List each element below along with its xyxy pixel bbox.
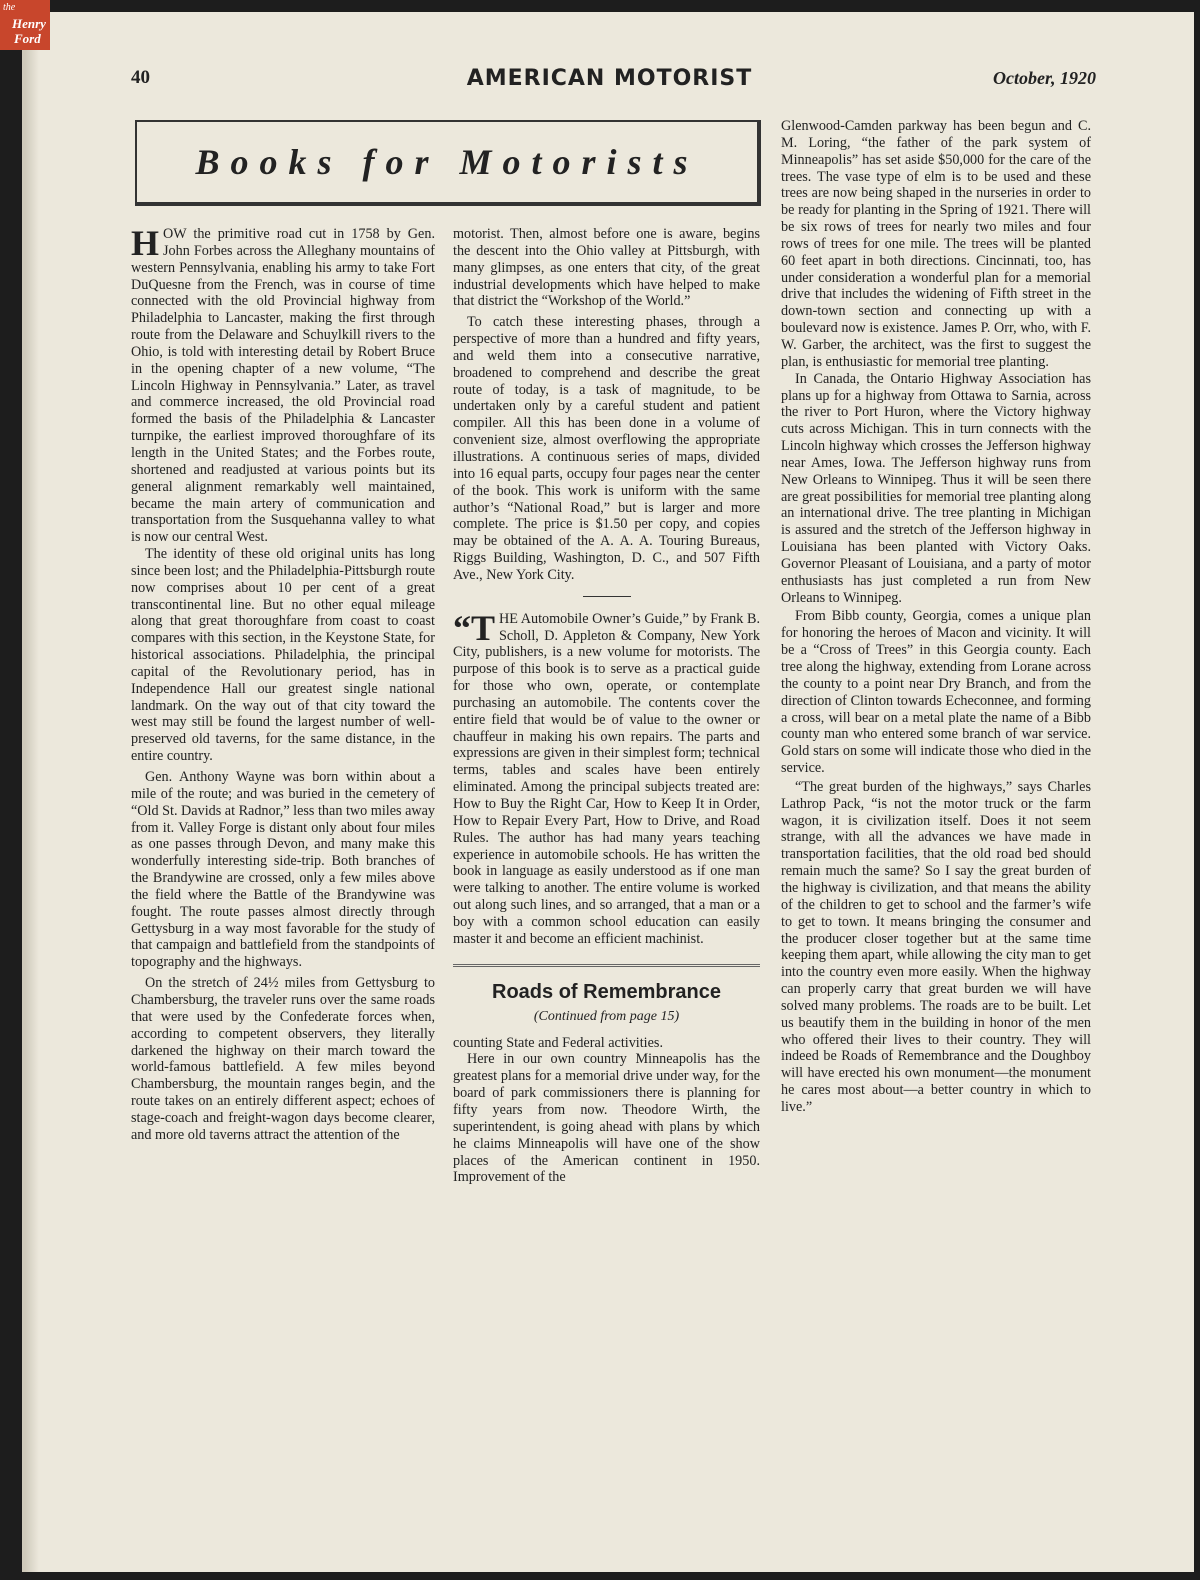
- column-1: [131, 223, 436, 1144]
- issue-date: October, 1920: [993, 68, 1096, 88]
- column-2: [453, 226, 760, 1186]
- paragraph: counting State and Federal activities.: [453, 1034, 663, 1051]
- paragraph: To catch these interesting phases, through a perspective of more than a hundred and fifty years, and weld them into a consecutive narrative, broadened to comprehend and describe the great route of today, is a task of magnitude, to be undertaken only by a careful student and patient compiler. All this has been done in a volume of convenient size, almost overflowing the appropriate illustrations. A continuous series of maps, divided into 16 equal parts, occupy four pages near the center of the book. This work is uniform with the same author’s “National Road,” but is larger and more complete. The price is $1.50 per copy, and copies may be obtained of the A. A. A. Touring Bureaus, Riggs Building, Washington, D. C., and 507 Fifth Ave., New York City.: [453, 314, 760, 583]
- article-title-box: [135, 120, 761, 206]
- paragraph: Gen. Anthony Wayne was born within about a mile of the route; and was buried in the cemetery of “Old St. Davids at Radnor,” less than two miles away from it. Valley Forge is distant only about four miles as one passes through Devon, and many make this wonderfully interesting side-trip. Both branches of the Brandywine are crossed, only a few miles above the field where the Battle of the Brandywine was fought. The route passes almost directly through Gettysburg in a way most favorable for the study of that campaign and battlefield from the standpoints of topography and the highways.: [131, 769, 436, 971]
- logo-text-ford: Ford: [14, 31, 41, 46]
- magazine-page: [22, 12, 1194, 1572]
- paragraph: Here in our own country Minneapolis has the greatest plans for a memorial drive under way, for the board of park commissioners there is planning for fifty years from now. Theodore Wirth, the superintendent, is going ahead with plans by which he claims Minneapolis will have one of the show places of the American continent in 1950. Improvement of the: [453, 1051, 760, 1186]
- double-rule: [453, 964, 760, 967]
- paragraph: From Bibb county, Georgia, comes a unique plan for honoring the heroes of Macon and vicinity. It will be a “Cross of Trees” in this Georgia county. Each tree along the highway, extending from Lorane across the county to a point near Dry Branch, and from the direction of Clinton towards Echeconnee, and forming a cross, will bear on a metal plate the name of a Bibb county man who entered some branch of war service. Gold stars on some will indicate those who died in the service.: [781, 608, 1091, 777]
- paragraph: “THE Automobile Owner’s Guide,” by Frank B. Scholl, D. Appleton & Company, New York City, publishers, is a new volume for motorists. The purpose of this book is to serve as a practical guide for those who own, operate, or contemplate purchasing an automobile. The contents cover the entire field that would be of value to the owner or chauffeur in making his own repairs. The parts and expressions are given in their simplest form; technical terms, tables and scales have been entirely eliminated. Among the principal subjects treated are: How to Buy the Right Car, How to Keep It in Order, How to Repair Every Part, How to Drive, and Road Rules. The author has had many years teaching experience in automobile schools. He has written the book in language as easily understood as if one man were talking to another. The entire volume is worked out along such lines, and so arranged, that a man or a boy with a common school education can easily master it and become an efficient machinist.: [453, 607, 760, 947]
- page-number: 40: [131, 67, 150, 88]
- paragraph: The identity of these old original units has long since been lost; and the Philadelphia-Pittsburgh route now comprises about 10 per cent of a great transcontinental line. But no other equal mileage along that great thoroughfare from coast to coast compares with this section, in the Keystone State, for historical associations. Philadelphia, the principal capital of the Revolutionary period, has in Independence Hall our greatest single national landmark. On the way out of that city toward the west may still be found the largest number of well-preserved old taverns, for the same distance, in the entire country.: [131, 546, 435, 765]
- paragraph: In Canada, the Ontario Highway Association has plans up for a highway from Ottawa to Sarnia, across the river to Port Huron, where the Victory highway cuts across Michigan. This in turn connects with the Lincoln highway which crosses the Jefferson highway near Ames, Iowa. The Jefferson highway runs from New Orleans to Winnipeg. Thus it will be seen there are great possibilities for memorial tree planting along an international drive. The tree planting in Michigan is assured and the stretch of the Jefferson highway in Louisiana has been planted with Victory Oaks. Governor Pleasant of Louisiana, and a party of motor enthusiasts has just completed a run from New Orleans to Winnipeg.: [781, 370, 1091, 606]
- section-title: Roads of Remembrance: [492, 980, 721, 1003]
- drop-cap: “T: [453, 607, 496, 648]
- logo-text-henry: Henry: [12, 16, 46, 31]
- paragraph: motorist. Then, almost before one is aware, begins the descent into the Ohio valley at Pittsburgh, with many glimpses, as one enters that city, of the great industrial developments which have helped to make that district the “Workshop of the World.”: [453, 226, 760, 310]
- henry-ford-logo: [0, 0, 50, 50]
- logo-text-the: the: [3, 2, 16, 13]
- continued-note: (Continued from page 15): [533, 1008, 680, 1024]
- paragraph: Glenwood-Camden parkway has been begun and C. M. Loring, “the father of the park system of Minneapolis” has set aside $50,000 for the care of the trees. The vase type of elm is to be used and these trees are now being shaped in the nurseries in order to be ready for planting in the Spring of 1921. There will be six rows of trees for nearly two miles and four rows of trees for one mile. The trees will be planted 60 feet apart in both directions. Cincinnati, too, has under consideration a wonderful plan for a memorial drive that includes the widening of Fifth street in the down-town section and connecting up with a boulevard now is existence. James P. Orr, who, with F. W. Garber, the architect, was the first to suggest the plan, is enthusiastic for memorial tree planting.: [781, 118, 1091, 370]
- drop-cap: H: [131, 223, 160, 263]
- paragraph: HOW the primitive road cut in 1758 by Gen. John Forbes across the Alleghany mountains of western Pennsylvania, enabling his army to take Fort DuQuesne from the French, was in course of time connected with the old Provincial highway from Philadelphia to Lancaster, making the first through route from the Delaware and Schuylkill rivers to the Ohio, is told with interesting detail by Robert Bruce in the opening chapter of a new volume, “The Lincoln Highway in Pennsylvania.” Later, as travel and commerce increased, the old Provincial road formed the basis of the Philadelphia & Lancaster turnpike, the earliest improved thoroughfare of its length in the United States; and the Forbes route, shortened and readjusted at various points but its general alignment remarkably well maintained, became the main artery of communication and transportation from the Susquehanna valley to what is now our central West.: [131, 223, 435, 546]
- publication-masthead: AMERICAN MOTORIST: [466, 66, 753, 91]
- column-3: [781, 118, 1091, 1116]
- paragraph: On the stretch of 24½ miles from Gettysburg to Chambersburg, the traveler runs over the same roads that were used by the Confederate forces when, according to competent observers, they literally darkened the highway on their march toward the world-famous battlefield. A few miles beyond Chambersburg, the mountain ranges begin, and the route takes on an entirely different aspect; echoes of stage-coach and freight-wagon days become clearer, and more old taverns attract the attention of the: [131, 975, 435, 1143]
- paragraph: “The great burden of the highways,” says Charles Lathrop Pack, “is not the motor truck or the farm wagon, it is civilization itself. Does it not seem strange, with all the advances we have made in transportation facilities, that the old road bed should remain much the same? So I say the great burden of the highway is civilization, and that means the ability of the children to get to school and the farmer’s wife to get to town. It means bringing the consumer and the producer closer together but at the same time keeping them apart, while allowing the city man to get into the country even more easily. When the highway can properly carry that great burden we will have solved many problems. The roads are to be built. Let us beautify them in the building in honor of the men who offered their lives to their country. They will indeed be Roads of Remembrance and the Doughboy will have erected his own monument—the monument he cares most about—a better country in which to live.”: [781, 778, 1091, 1115]
- page-fold-shadow: [25, 12, 39, 1572]
- article-title: Books for Motorists: [195, 142, 699, 182]
- section-divider: [583, 596, 631, 597]
